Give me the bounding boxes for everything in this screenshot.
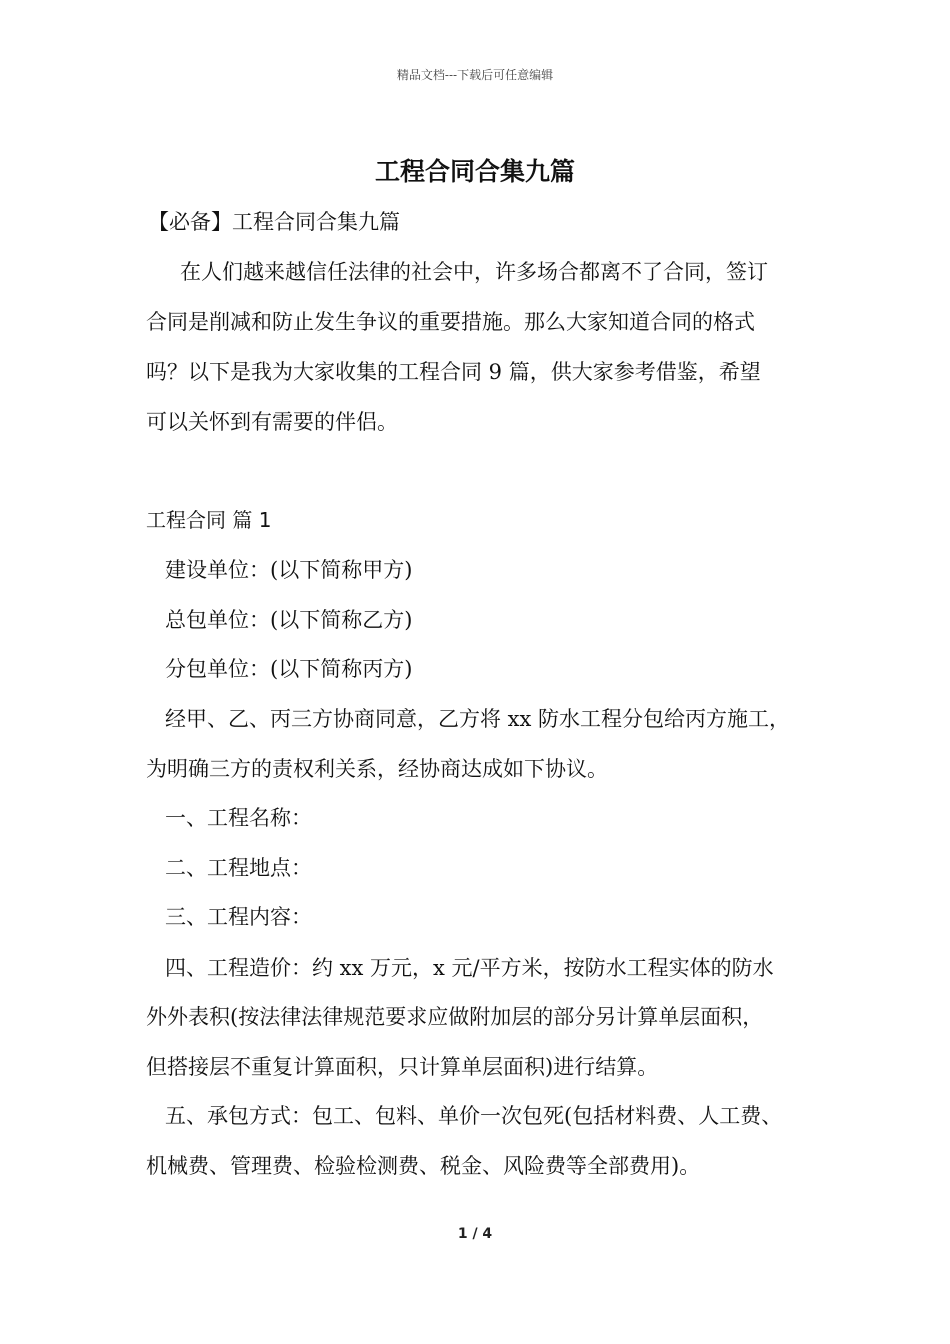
section-heading: 工程合同 篇 1 (146, 508, 272, 532)
intro-line: 可以关怀到有需要的伴侣。 (146, 410, 398, 434)
clause-line: 一、工程名称： (165, 806, 312, 830)
clause-line: 二、工程地点： (165, 856, 312, 880)
clause-line: 四、工程造价：约 xx 万元，x 元/平方米，按防水工程实体的防水 (165, 956, 774, 980)
agreement-line: 为明确三方的责权利关系，经协商达成如下协议。 (146, 757, 608, 781)
party-line: 分包单位：(以下简称丙方) (165, 657, 413, 681)
document-title: 工程合同合集九篇 (374, 157, 575, 186)
intro-line: 在人们越来越信任法律的社会中，许多场合都离不了合同，签订 (180, 260, 768, 284)
page-indicator: 1 / 4 (457, 1226, 493, 1242)
clause-line: 外外表积(按法律法律规范要求应做附加层的部分另计算单层面积， (146, 1005, 764, 1029)
clause-line: 三、工程内容： (165, 905, 312, 929)
subtitle: 【必备】工程合同合集九篇 (148, 210, 400, 234)
intro-line: 吗？以下是我为大家收集的工程合同 9 篇，供大家参考借鉴，希望 (146, 360, 761, 384)
intro-line: 合同是削减和防止发生争议的重要措施。那么大家知道合同的格式 (146, 310, 755, 334)
clause-line: 但搭接层不重复计算面积，只计算单层面积)进行结算。 (146, 1055, 659, 1079)
clause-line: 机械费、管理费、检验检测费、税金、风险费等全部费用)。 (146, 1154, 701, 1178)
clause-line: 五、承包方式：包工、包料、单价一次包死(包括材料费、人工费、 (165, 1104, 783, 1128)
page-header: 精品文档---下载后可任意编辑 (396, 68, 554, 82)
party-line: 总包单位：(以下简称乙方) (165, 608, 413, 632)
agreement-line: 经甲、乙、丙三方协商同意，乙方将 xx 防水工程分包给丙方施工， (165, 707, 791, 731)
party-line: 建设单位：(以下简称甲方) (165, 558, 413, 582)
